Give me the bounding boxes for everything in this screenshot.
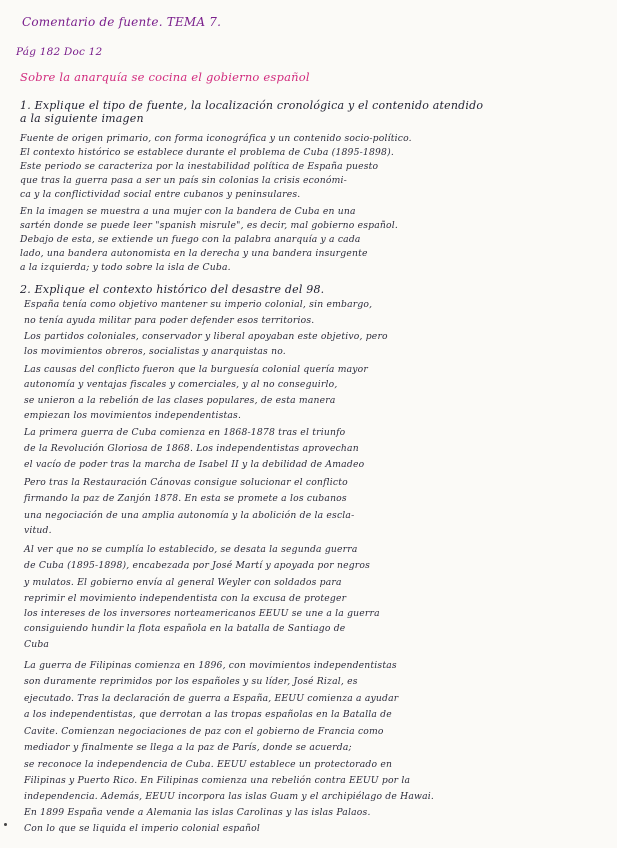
- answer-2-line: Filipinas y Puerto Rico. En Filipinas comienza una rebelión contra EEUU por la: [24, 775, 411, 786]
- page-reference: Pág 182 Doc 12: [16, 46, 103, 58]
- answer-2-line: En 1899 España vende a Alemania las islas Carolinas y las islas Palaos.: [24, 807, 371, 818]
- question-2: 2. Explique el contexto histórico del desastre del 98.: [20, 283, 325, 296]
- answer-2-line: no tenía ayuda militar para poder defender esos territorios.: [24, 315, 315, 326]
- document-subtitle: Sobre la anarquía se cocina el gobierno español: [20, 70, 310, 84]
- answer-2-line: y mulatos. El gobierno envía al general Weyler con soldados para: [24, 577, 342, 588]
- answer-1-line: En la imagen se muestra a una mujer con la bandera de Cuba en una: [20, 206, 356, 217]
- answer-1-line: Este periodo se caracteriza por la inestabilidad política de España puesto: [20, 161, 379, 172]
- document-title: Comentario de fuente. TEMA 7.: [22, 15, 222, 29]
- answer-2-line: consiguiendo hundir la flota española en la batalla de Santiago de: [24, 623, 346, 634]
- answer-2-line: los movimientos obreros, socialistas y anarquistas no.: [24, 346, 286, 357]
- answer-2-line: Cuba: [24, 639, 50, 650]
- answer-1-line: Debajo de esta, se extiende un fuego con la palabra anarquía y a cada: [20, 234, 361, 245]
- answer-1-line: ca y la conflictividad social entre cubanos y peninsulares.: [20, 189, 301, 200]
- answer-1-line: El contexto histórico se establece durante el problema de Cuba (1895-1898).: [20, 147, 395, 158]
- answer-2-line: Al ver que no se cumplía lo establecido, se desata la segunda guerra: [24, 544, 358, 555]
- answer-2-line: se reconoce la independencia de Cuba. EEUU establece un protectorado en: [24, 759, 393, 770]
- answer-2-line: autonomía y ventajas fiscales y comerciales, y al no conseguirlo,: [24, 379, 338, 390]
- answer-2-line: se unieron a la rebelión de las clases populares, de esta manera: [24, 395, 336, 406]
- answer-2-line: empiezan los movimientos independentistas.: [24, 410, 242, 421]
- answer-2-line: a los independentistas, que derrotan a las tropas españolas en la Batalla de: [24, 709, 392, 720]
- answer-2-line: ejecutado. Tras la declaración de guerra a España, EEUU comienza a ayudar: [24, 693, 399, 704]
- answer-2-line: de Cuba (1895-1898), encabezada por José Martí y apoyada por negros: [24, 560, 371, 571]
- answer-2-line: independencia. Además, EEUU incorpora las islas Guam y el archipiélago de Hawai.: [24, 791, 435, 802]
- answer-1-line: sartén donde se puede leer "spanish misrule", es decir, mal gobierno español.: [20, 220, 399, 231]
- answer-2-line: La primera guerra de Cuba comienza en 1868-1878 tras el triunfo: [24, 427, 346, 438]
- answer-2-line: los intereses de los inversores norteamericanos EEUU se une a la guerra: [24, 608, 380, 619]
- answer-2-line: España tenía como objetivo mantener su imperio colonial, sin embargo,: [24, 299, 373, 310]
- answer-1-line: Fuente de origen primario, con forma iconográfica y un contenido socio-político.: [20, 133, 412, 144]
- answer-2-line: vitud.: [24, 525, 52, 536]
- answer-2-line: de la Revolución Gloriosa de 1868. Los independentistas aprovechan: [24, 443, 359, 454]
- answer-2-line: una negociación de una amplia autonomía y la abolición de la escla-: [24, 510, 355, 521]
- answer-2-line: mediador y finalmente se llega a la paz de París, donde se acuerda;: [24, 742, 352, 753]
- answer-2-line: Cavite. Comienzan negociaciones de paz con el gobierno de Francia como: [24, 726, 384, 737]
- answer-2-line: Pero tras la Restauración Cánovas consigue solucionar el conflicto: [24, 477, 348, 488]
- answer-2-line: Con lo que se liquida el imperio colonial español: [24, 823, 260, 834]
- answer-2-line: firmando la paz de Zanjón 1878. En esta se promete a los cubanos: [24, 493, 347, 504]
- answer-1-line: que tras la guerra pasa a ser un país sin colonias la crisis económi-: [20, 175, 347, 186]
- answer-1-line: a la izquierda; y todo sobre la isla de Cuba.: [20, 262, 231, 273]
- answer-2-line: La guerra de Filipinas comienza en 1896, con movimientos independentistas: [24, 660, 397, 671]
- answer-2-line: Las causas del conflicto fueron que la burguesía colonial quería mayor: [24, 364, 369, 375]
- answer-2-line: Los partidos coloniales, conservador y liberal apoyaban este objetivo, pero: [24, 331, 388, 342]
- answer-2-line: el vacío de poder tras la marcha de Isabel II y la debilidad de Amadeo: [24, 459, 365, 470]
- answer-2-line: son duramente reprimidos por los españoles y su líder, José Rizal, es: [24, 676, 358, 687]
- question-1-line-1: 1. Explique el tipo de fuente, la localización cronológica y el contenido atendido: [20, 99, 484, 112]
- answer-1-line: lado, una bandera autonomista en la derecha y una bandera insurgente: [20, 248, 368, 259]
- margin-dot: [4, 823, 7, 826]
- answer-2-line: reprimir el movimiento independentista con la excusa de proteger: [24, 593, 347, 604]
- question-1-line-2: a la siguiente imagen: [20, 112, 144, 125]
